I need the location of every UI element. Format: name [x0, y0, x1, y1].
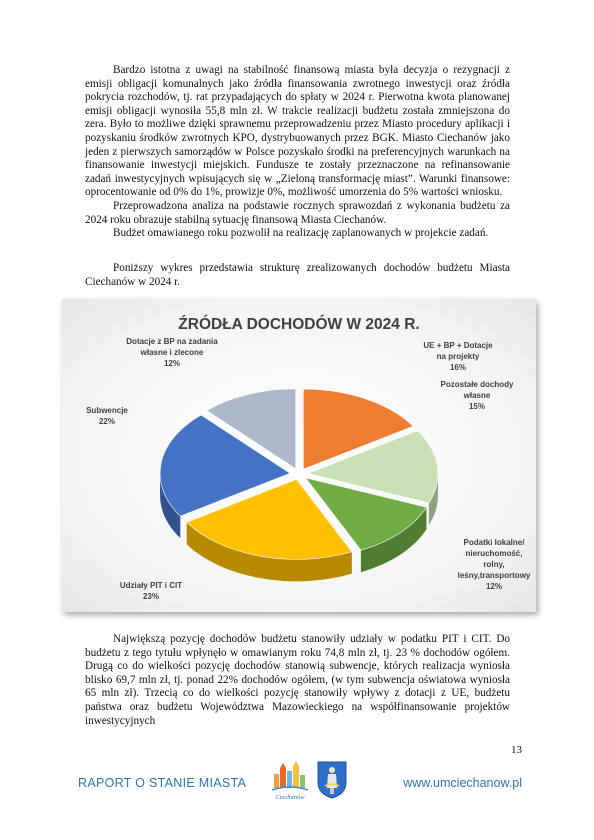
city-logo-icon [268, 760, 312, 804]
paragraph: Największą pozycję dochodów budżetu stanowiły udziały w podatku PIT i CIT. Do budżetu z tego tytułu wpłynęło w omawianym roku 74,8 mln zł, tj. 23 % dochodów ogółem. Drugą co do wielkości pozycję dochodów stanowią subwencje, których realizacja wyniosła blisko 69,7 mln zł, tj. ponad 22% dochodów ogółem, (w tym subwencja oświatowa wyniosła 65 mln zł). Trzecią co do wielkości pozycję stanowiły wpływy z dotacji z UE, budżetu państwa oraz budżetu Województwa Mazowieckiego na współfinansowanie projektów inwestycyjnych [85, 633, 510, 727]
coat-of-arms-icon [316, 760, 348, 800]
footer-report-title: RAPORT O STANIE MIASTA [78, 776, 247, 790]
pie-slice-label: Dotacje z BP na zadania własne i zlecone 12% [126, 337, 218, 368]
pie-slice-label: UE + BP + Dotacje na projekty 16% [423, 341, 493, 372]
pie-slice-label: Udziały PIT i CIT 23% [119, 581, 183, 601]
footer-website: www.umciechanow.pl [403, 776, 522, 790]
pie-slice-label: Podatki lokalne/ nieruchomość, rolny, leśny,transportowy 12% [457, 538, 531, 591]
top-text-block [85, 64, 510, 241]
chart-intro-paragraph: Poniższy wykres przedstawia strukturę zrealizowanych dochodów budżetu Miasta Ciechanów w 2024 r. [85, 262, 510, 288]
bottom-text-block [85, 633, 510, 728]
pie-chart [62, 299, 536, 612]
paragraph: Przeprowadzona analiza na podstawie rocznych sprawozdań z wykonania budżetu za 2024 roku obrazuje stabilną sytuację finansową Miasta Ciechanów. [85, 199, 510, 226]
pie-slice-label: Subwencje 22% [86, 406, 128, 426]
pie-chart-svg [62, 299, 536, 612]
city-logo-text: Ciechanów [275, 794, 305, 801]
pie-slices [160, 389, 438, 560]
chart-title: ŹRÓDŁA DOCHODÓW W 2024 R. [178, 316, 420, 333]
paragraph: Bardzo istotna z uwagi na stabilność finansową miasta była decyzja o rezygnacji z emisji obligacji komunalnych jako źródła finansowania zwrotnego inwestycji oraz źródła pokrycia rozchodów, tj. rat przypadających do spłaty w 2024 r. Pierwotna kwota planowanej emisji obligacji wynosiła 55,8 mln zł. W trakcie realizacji budżetu została zmniejszona do zera. Było to możliwe dzięki sprawnemu przeprowadzeniu przez Miasto procedury aplikacji i pozyskaniu środków zwrotnych KPO, dystrybuowanych przez BGK. Miasto Ciechanów jako jeden z pierwszych samorządów w Polsce pozyskało środki na preferencyjnych warunkach na finansowanie inwestycji miejskich. Fundusze te zostały przeznaczone na refinansowanie zadań inwestycyjnych wpisujących się w „Zieloną transformację miast”. Warunki finansowe: oprocentowanie od 0% do 1%, prowizje 0%, możliwość umorzenia do 5% wartości wniosku. [85, 64, 510, 199]
footer [0, 760, 594, 820]
paragraph: Budżet omawianego roku pozwolił na realizację zaplanowanych w projekcie zadań. [113, 227, 489, 240]
pie-slice-label: Pozostałe dochody własne 15% [440, 380, 514, 411]
chart-intro-block [85, 262, 510, 289]
page-number: 13 [511, 744, 522, 756]
